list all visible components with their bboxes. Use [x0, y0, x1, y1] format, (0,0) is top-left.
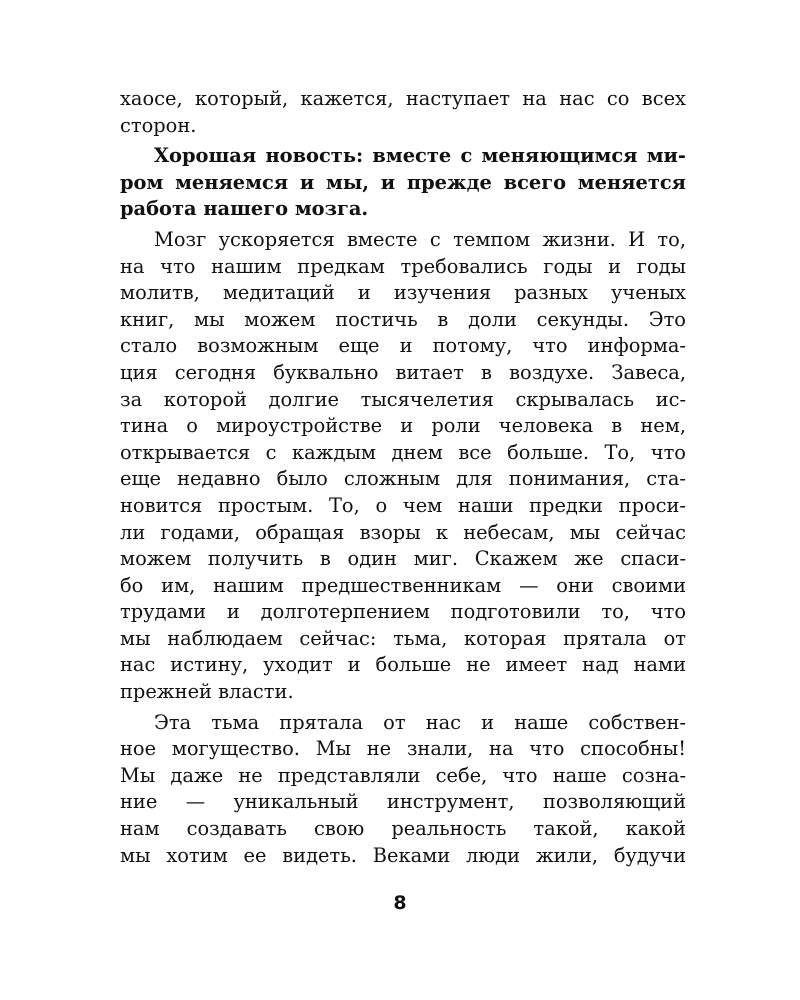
text-line: Мы даже не представляли себе, что наше созна-	[120, 763, 686, 787]
text-line: Мозг ускоряется вместе с темпом жизни. И то,	[154, 227, 686, 251]
text-line: еще недавно было сложным для понимания, ста-	[120, 467, 686, 491]
text-line: книг, мы можем постичь в доли секунды. Это	[120, 307, 686, 331]
text-line: открывается с каждым днем все больше. То, что	[120, 440, 686, 464]
text-line: ли годами, обращая взоры к небесам, мы сейчас	[120, 520, 686, 544]
book-page-text	[120, 86, 686, 869]
text-line: трудами и долготерпением подготовили то, что	[120, 600, 686, 624]
text-line: новится простым. То, о чем наши предки проси-	[120, 493, 686, 517]
text-line: нас истину, уходит и больше не имеет над нами	[120, 653, 686, 677]
paragraph-bold-highlight	[120, 143, 686, 223]
text-line: стало возможным еще и потому, что информа-	[120, 334, 686, 358]
text-line: сторон.	[120, 113, 197, 137]
text-line: за которой долгие тысячелетия скрывалась ис-	[120, 387, 686, 411]
page-number: 8	[393, 892, 407, 914]
paragraph-brain-acceleration	[120, 227, 686, 706]
text-line: ное могущество. Мы не знали, на что способны!	[120, 737, 686, 761]
text-line: бо им, нашим предшественникам — они своими	[120, 573, 686, 597]
text-line: молитв, медитаций и изучения разных ученых	[120, 281, 686, 305]
paragraph-hidden-power	[120, 710, 686, 870]
text-line: работа нашего мозга.	[120, 197, 369, 221]
text-line: нам создавать свою реальность такой, какой	[120, 817, 686, 841]
text-line: на что нашим предкам требовались годы и годы	[120, 254, 686, 278]
text-line: ние — уникальный инструмент, позволяющий	[120, 790, 686, 814]
text-line: мы хотим ее видеть. Веками люди жили, будучи	[120, 843, 686, 867]
text-line: хаосе, который, кажется, наступает на нас со всех	[120, 87, 686, 110]
text-line: можем получить в один миг. Скажем же спаси-	[120, 547, 686, 571]
text-line: мы наблюдаем сейчас: тьма, которая прятала от	[120, 626, 686, 650]
paragraph-continuation	[120, 86, 686, 139]
text-line: тина о мироустройстве и роли человека в нем,	[120, 414, 686, 438]
text-line: Эта тьма прятала от нас и наше собствен-	[154, 710, 686, 734]
text-line: прежней власти.	[120, 680, 294, 704]
text-line: Хорошая новость: вместе с меняющимся ми-	[154, 144, 686, 168]
text-line: ция сегодня буквально витает в воздухе. Завеса,	[120, 360, 686, 384]
text-line: ром меняемся и мы, и прежде всего меняется	[120, 170, 686, 194]
